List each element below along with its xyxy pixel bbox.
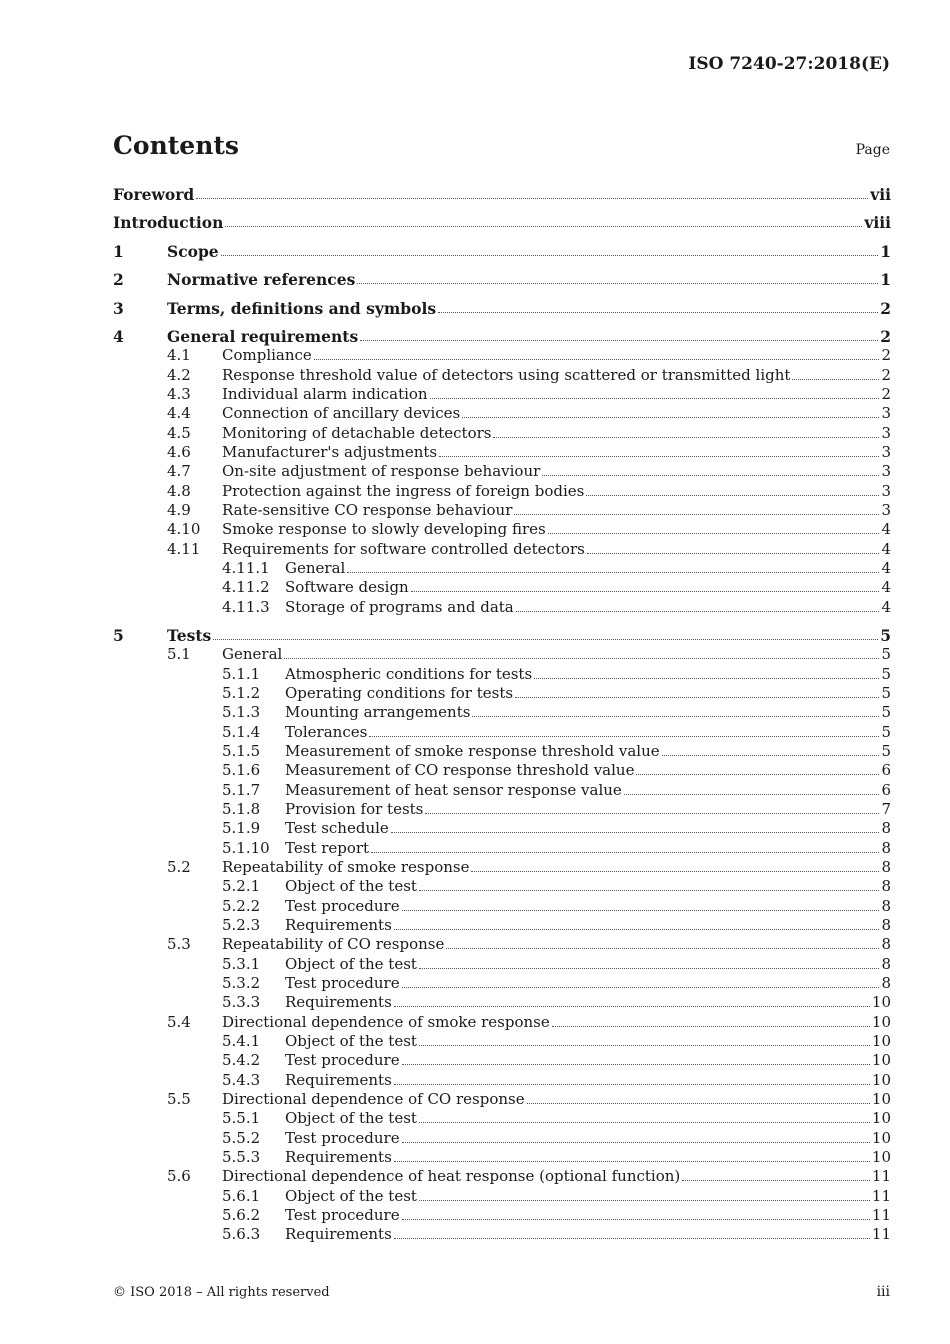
toc-entry-number: 5 xyxy=(113,626,124,645)
toc-entry-title: Requirements xyxy=(285,1071,392,1089)
toc-entry-title: Storage of programs and data xyxy=(285,598,514,616)
toc-entry-title: Object of the test xyxy=(285,877,417,895)
toc-entry-title: Repeatability of CO response xyxy=(222,935,445,953)
toc-entry-title: Connection of ancillary devices xyxy=(222,404,461,422)
dot-leader xyxy=(636,774,879,775)
toc-entry-page: 10 xyxy=(871,993,891,1011)
toc-entry-number: 5.3.1 xyxy=(222,955,261,973)
toc-entry-title: Requirements xyxy=(285,1225,392,1243)
toc-entry-number: 4 xyxy=(113,327,124,346)
toc-entry-number: 4.11.2 xyxy=(222,578,270,596)
toc-entry-title: Measurement of smoke response threshold value xyxy=(285,742,660,760)
toc-entry[interactable] xyxy=(113,761,891,780)
toc-entry-number: 4.9 xyxy=(167,501,191,519)
toc-entry-title: Object of the test xyxy=(285,1032,417,1050)
dot-leader xyxy=(402,987,880,988)
toc-entry-title: Test report xyxy=(285,839,370,857)
toc-entry[interactable] xyxy=(113,897,891,916)
toc-entry-page: 6 xyxy=(881,761,891,779)
toc-entry-page: 4 xyxy=(881,520,891,538)
toc-entry[interactable] xyxy=(113,270,891,289)
toc-entry[interactable] xyxy=(113,916,891,935)
toc-entry-page: 2 xyxy=(880,299,891,318)
dot-leader xyxy=(314,359,880,360)
toc-entry-page: 5 xyxy=(881,742,891,760)
toc-entry-number: 5.1.6 xyxy=(222,761,261,779)
page-number: iii xyxy=(876,1284,890,1300)
toc-entry[interactable] xyxy=(113,443,891,462)
toc-entry[interactable] xyxy=(113,1148,891,1167)
toc-entry-page: 5 xyxy=(881,703,891,721)
toc-entry-number: 4.8 xyxy=(167,482,191,500)
toc-entry-page: 1 xyxy=(880,270,891,289)
toc-entry[interactable] xyxy=(113,1032,891,1051)
dot-leader xyxy=(371,852,879,853)
toc-entry-number: 5.2.1 xyxy=(222,877,261,895)
toc-entry[interactable] xyxy=(113,1109,891,1128)
toc-entry-page: 4 xyxy=(881,598,891,616)
toc-entry[interactable] xyxy=(113,385,891,404)
toc-entry-title: Smoke response to slowly developing fires xyxy=(222,520,546,538)
dot-leader xyxy=(411,591,880,592)
dot-leader xyxy=(516,611,880,612)
toc-entry-page: 8 xyxy=(881,935,891,953)
toc-entry-page: 5 xyxy=(880,626,891,645)
dot-leader xyxy=(394,1006,870,1007)
toc-entry-number: 4.10 xyxy=(167,520,201,538)
toc-entry[interactable] xyxy=(113,684,891,703)
toc-entry-number: 4.3 xyxy=(167,385,191,403)
dot-leader xyxy=(542,475,879,476)
toc-entry-number: 2 xyxy=(113,270,124,289)
toc-entry-page: 10 xyxy=(871,1109,891,1127)
toc-entry[interactable] xyxy=(113,626,891,645)
dot-leader xyxy=(662,755,880,756)
toc-entry-number: 4.11.3 xyxy=(222,598,270,616)
toc-entry-page: 3 xyxy=(881,443,891,461)
toc-entry-title: Terms, definitions and symbols xyxy=(167,299,437,318)
toc-entry[interactable] xyxy=(113,213,891,232)
toc-entry-number: 5.6 xyxy=(167,1167,191,1185)
toc-entry-title: Object of the test xyxy=(285,955,417,973)
toc-entry-page: 1 xyxy=(880,242,891,261)
toc-entry-number: 5.1 xyxy=(167,645,191,663)
toc-entry[interactable] xyxy=(113,742,891,761)
toc-entry-page: 3 xyxy=(881,482,891,500)
toc-entry-title: Atmospheric conditions for tests xyxy=(285,665,533,683)
dot-leader xyxy=(552,1026,870,1027)
dot-leader xyxy=(439,456,879,457)
toc-entry-title: Compliance xyxy=(222,346,312,364)
toc-entry-page: 10 xyxy=(871,1148,891,1166)
toc-entry-title: Individual alarm indication xyxy=(222,385,428,403)
toc-entry[interactable] xyxy=(113,366,891,385)
toc-entry-number: 5.1.7 xyxy=(222,781,261,799)
dot-leader xyxy=(514,514,879,515)
toc-entry-number: 4.4 xyxy=(167,404,191,422)
dot-leader xyxy=(624,794,880,795)
dot-leader xyxy=(394,1161,870,1162)
toc-entry-title: Test procedure xyxy=(285,1051,400,1069)
dot-leader xyxy=(419,890,880,891)
toc-entry-number: 4.2 xyxy=(167,366,191,384)
toc-entry-title: Requirements xyxy=(285,916,392,934)
toc-entry-number: 4.11 xyxy=(167,540,201,558)
toc-entry-page: 8 xyxy=(881,858,891,876)
toc-entry-page: 6 xyxy=(881,781,891,799)
toc-entry[interactable] xyxy=(113,404,891,423)
page-column-label: Page xyxy=(855,142,890,158)
toc-entry-number: 5.1.3 xyxy=(222,703,261,721)
toc-entry-number: 5.6.3 xyxy=(222,1225,261,1243)
dot-leader xyxy=(419,1045,870,1046)
toc-entry-page: vii xyxy=(870,185,891,204)
dot-leader xyxy=(419,1200,870,1201)
toc-entry-number: 5.1.8 xyxy=(222,800,261,818)
dot-leader xyxy=(419,968,880,969)
toc-entry-number: 5.1.1 xyxy=(222,665,261,683)
dot-leader xyxy=(587,553,880,554)
toc-entry-title: Monitoring of detachable detectors xyxy=(222,424,492,442)
toc-entry-number: 5.5.1 xyxy=(222,1109,261,1127)
toc-entry-page: 2 xyxy=(881,385,891,403)
toc-entry[interactable] xyxy=(113,559,891,578)
toc-entry-number: 4.7 xyxy=(167,462,191,480)
toc-entry-page: 10 xyxy=(871,1013,891,1031)
toc-entry[interactable] xyxy=(113,665,891,684)
dot-leader xyxy=(284,658,879,659)
toc-entry-title: Protection against the ingress of foreign bodies xyxy=(222,482,585,500)
toc-entry-page: 10 xyxy=(871,1090,891,1108)
toc-entry-number: 5.2.2 xyxy=(222,897,261,915)
toc-entry-title: Requirements xyxy=(285,993,392,1011)
toc-entry-number: 5.1.9 xyxy=(222,819,261,837)
toc-entry-number: 5.4 xyxy=(167,1013,191,1031)
dot-leader xyxy=(548,533,880,534)
copyright-footer: © ISO 2018 – All rights reserved xyxy=(113,1285,330,1300)
dot-leader xyxy=(534,678,879,679)
toc-entry-number: 3 xyxy=(113,299,124,318)
dot-leader xyxy=(462,417,879,418)
toc-entry[interactable] xyxy=(113,723,891,742)
dot-leader xyxy=(196,198,868,199)
toc-entry-number: 1 xyxy=(113,242,124,261)
toc-entry[interactable] xyxy=(113,974,891,993)
dot-leader xyxy=(347,572,879,573)
toc-entry[interactable] xyxy=(113,242,891,261)
toc-entry[interactable] xyxy=(113,1225,891,1244)
toc-entry-number: 5.6.2 xyxy=(222,1206,261,1224)
dot-leader xyxy=(394,1084,870,1085)
toc-entry-page: 10 xyxy=(871,1129,891,1147)
dot-leader xyxy=(430,398,880,399)
dot-leader xyxy=(221,255,879,256)
toc-entry-page: 5 xyxy=(881,645,891,663)
toc-entry-title: Repeatability of smoke response xyxy=(222,858,470,876)
toc-entry-page: 5 xyxy=(881,723,891,741)
toc-entry-page: 11 xyxy=(871,1225,891,1243)
toc-entry-number: 4.6 xyxy=(167,443,191,461)
toc-entry[interactable] xyxy=(113,482,891,501)
toc-entry[interactable] xyxy=(113,1167,891,1186)
toc-entry-page: 4 xyxy=(881,559,891,577)
toc-entry[interactable] xyxy=(113,1090,891,1109)
toc-entry-title: General xyxy=(222,645,283,663)
toc-entry-page: 11 xyxy=(871,1206,891,1224)
toc-entry[interactable] xyxy=(113,1013,891,1032)
toc-entry-page: 8 xyxy=(881,916,891,934)
toc-entry[interactable] xyxy=(113,877,891,896)
toc-entry-number: 5.6.1 xyxy=(222,1187,261,1205)
toc-entry[interactable] xyxy=(113,703,891,722)
toc-entry-title: On-site adjustment of response behaviour xyxy=(222,462,541,480)
toc-entry-title: Response threshold value of detectors using scattered or transmitted light xyxy=(222,366,791,384)
dot-leader xyxy=(360,340,878,341)
toc-entry-title: General xyxy=(285,559,346,577)
toc-entry[interactable] xyxy=(113,819,891,838)
toc-entry[interactable] xyxy=(113,327,891,346)
toc-entry-page: 5 xyxy=(881,665,891,683)
toc-entry-title: Directional dependence of heat response (optional function) xyxy=(222,1167,681,1185)
dot-leader xyxy=(472,716,879,717)
toc-entry-page: 2 xyxy=(881,346,891,364)
toc-entry-page: 2 xyxy=(881,366,891,384)
dot-leader xyxy=(527,1103,870,1104)
page-title: Contents xyxy=(113,131,240,160)
toc-entry[interactable] xyxy=(113,858,891,877)
toc-entry-title: Measurement of heat sensor response value xyxy=(285,781,622,799)
toc-entry-number: 5.3.2 xyxy=(222,974,261,992)
toc-entry-number: 5.1.10 xyxy=(222,839,270,857)
toc-entry-title: Provision for tests xyxy=(285,800,424,818)
toc-entry[interactable] xyxy=(113,598,891,617)
dot-leader xyxy=(369,736,879,737)
toc-entry-page: 4 xyxy=(881,540,891,558)
toc-entry-page: 8 xyxy=(881,877,891,895)
toc-entry-number: 5.2.3 xyxy=(222,916,261,934)
toc-entry-title: Manufacturer's adjustments xyxy=(222,443,438,461)
dot-leader xyxy=(402,1064,870,1065)
dot-leader xyxy=(438,312,878,313)
toc-entry-number: 5.5.3 xyxy=(222,1148,261,1166)
toc-entry[interactable] xyxy=(113,955,891,974)
toc-entry[interactable] xyxy=(113,1187,891,1206)
toc-entry-page: 10 xyxy=(871,1051,891,1069)
toc-entry-title: Test schedule xyxy=(285,819,389,837)
toc-entry-page: 10 xyxy=(871,1071,891,1089)
toc-entry[interactable] xyxy=(113,346,891,365)
dot-leader xyxy=(425,813,879,814)
toc-entry-title: Normative references xyxy=(167,270,356,289)
toc-entry[interactable] xyxy=(113,993,891,1012)
toc-entry[interactable] xyxy=(113,1051,891,1070)
toc-entry-number: 4.1 xyxy=(167,346,191,364)
toc-entry-page: 3 xyxy=(881,424,891,442)
toc-entry[interactable] xyxy=(113,185,891,204)
toc-entry-title: Rate-sensitive CO response behaviour xyxy=(222,501,513,519)
toc-entry-title: Requirements for software controlled detectors xyxy=(222,540,585,558)
toc-entry[interactable] xyxy=(113,520,891,539)
toc-entry-page: 3 xyxy=(881,404,891,422)
dot-leader xyxy=(515,697,879,698)
toc-entry[interactable] xyxy=(113,1071,891,1090)
toc-entry[interactable] xyxy=(113,424,891,443)
dot-leader xyxy=(682,1180,870,1181)
toc-entry-number: 5.4.3 xyxy=(222,1071,261,1089)
toc-entry-number: 4.11.1 xyxy=(222,559,270,577)
toc-entry-number: 5.3 xyxy=(167,935,191,953)
toc-entry-title: Tolerances xyxy=(285,723,368,741)
toc-entry-title: Object of the test xyxy=(285,1109,417,1127)
toc-entry-title: Tests xyxy=(167,626,212,645)
toc-entry-title: Directional dependence of CO response xyxy=(222,1090,525,1108)
toc-entry-title: Scope xyxy=(167,242,219,261)
toc-entry-title: Directional dependence of smoke response xyxy=(222,1013,550,1031)
toc-entry[interactable] xyxy=(113,781,891,800)
toc-entry[interactable] xyxy=(113,839,891,858)
toc-entry-title: Mounting arrangements xyxy=(285,703,471,721)
dot-leader xyxy=(357,283,878,284)
toc-entry[interactable] xyxy=(113,935,891,954)
dot-leader xyxy=(419,1122,870,1123)
toc-entry[interactable] xyxy=(113,501,891,520)
toc-entry-number: 5.4.1 xyxy=(222,1032,261,1050)
dot-leader xyxy=(213,639,878,640)
toc-entry[interactable] xyxy=(113,645,891,664)
toc-entry-page: viii xyxy=(864,213,891,232)
toc-entry-page: 4 xyxy=(881,578,891,596)
dot-leader xyxy=(225,226,862,227)
toc-entry-number: 5.5 xyxy=(167,1090,191,1108)
dot-leader xyxy=(586,495,879,496)
toc-entry-title: Requirements xyxy=(285,1148,392,1166)
toc-entry[interactable] xyxy=(113,800,891,819)
toc-entry-page: 8 xyxy=(881,839,891,857)
toc-entry-page: 8 xyxy=(881,897,891,915)
toc-entry-number: 5.4.2 xyxy=(222,1051,261,1069)
document-identifier: ISO 7240-27:2018(E) xyxy=(688,54,890,74)
toc-entry[interactable] xyxy=(113,1129,891,1148)
toc-entry-number: 5.2 xyxy=(167,858,191,876)
toc-entry[interactable] xyxy=(113,299,891,318)
dot-leader xyxy=(792,379,879,380)
toc-entry-title: Software design xyxy=(285,578,409,596)
dot-leader xyxy=(471,871,879,872)
toc-entry-title: Test procedure xyxy=(285,1129,400,1147)
toc-entry[interactable] xyxy=(113,1206,891,1225)
toc-entry-number: 5.1.5 xyxy=(222,742,261,760)
toc-entry-page: 11 xyxy=(871,1187,891,1205)
toc-entry-number: 5.1.2 xyxy=(222,684,261,702)
toc-entry-title: Foreword xyxy=(113,185,195,204)
toc-entry[interactable] xyxy=(113,578,891,597)
dot-leader xyxy=(394,929,880,930)
toc-entry-page: 8 xyxy=(881,955,891,973)
toc-entry-page: 3 xyxy=(881,462,891,480)
dot-leader xyxy=(402,910,880,911)
toc-entry-number: 5.5.2 xyxy=(222,1129,261,1147)
toc-entry-title: Test procedure xyxy=(285,897,400,915)
toc-entry-page: 8 xyxy=(881,974,891,992)
toc-entry-title: Operating conditions for tests xyxy=(285,684,514,702)
toc-entry-title: Object of the test xyxy=(285,1187,417,1205)
toc-entry-title: Measurement of CO response threshold value xyxy=(285,761,635,779)
toc-entry-title: Introduction xyxy=(113,213,224,232)
toc-entry-title: Test procedure xyxy=(285,974,400,992)
dot-leader xyxy=(493,437,879,438)
toc-entry-number: 5.1.4 xyxy=(222,723,261,741)
toc-entry-page: 7 xyxy=(881,800,891,818)
toc-entry-number: 5.3.3 xyxy=(222,993,261,1011)
toc-entry[interactable] xyxy=(113,462,891,481)
dot-leader xyxy=(394,1238,870,1239)
toc-entry-page: 5 xyxy=(881,684,891,702)
dot-leader xyxy=(446,948,879,949)
dot-leader xyxy=(402,1142,870,1143)
toc-entry-page: 10 xyxy=(871,1032,891,1050)
toc-entry-page: 11 xyxy=(871,1167,891,1185)
toc-entry-page: 8 xyxy=(881,819,891,837)
toc-entry-page: 2 xyxy=(880,327,891,346)
toc-entry[interactable] xyxy=(113,540,891,559)
toc-entry-number: 4.5 xyxy=(167,424,191,442)
toc-entry-page: 3 xyxy=(881,501,891,519)
dot-leader xyxy=(391,832,880,833)
toc-entry-title: Test procedure xyxy=(285,1206,400,1224)
toc-entry-title: General requirements xyxy=(167,327,359,346)
dot-leader xyxy=(402,1219,870,1220)
